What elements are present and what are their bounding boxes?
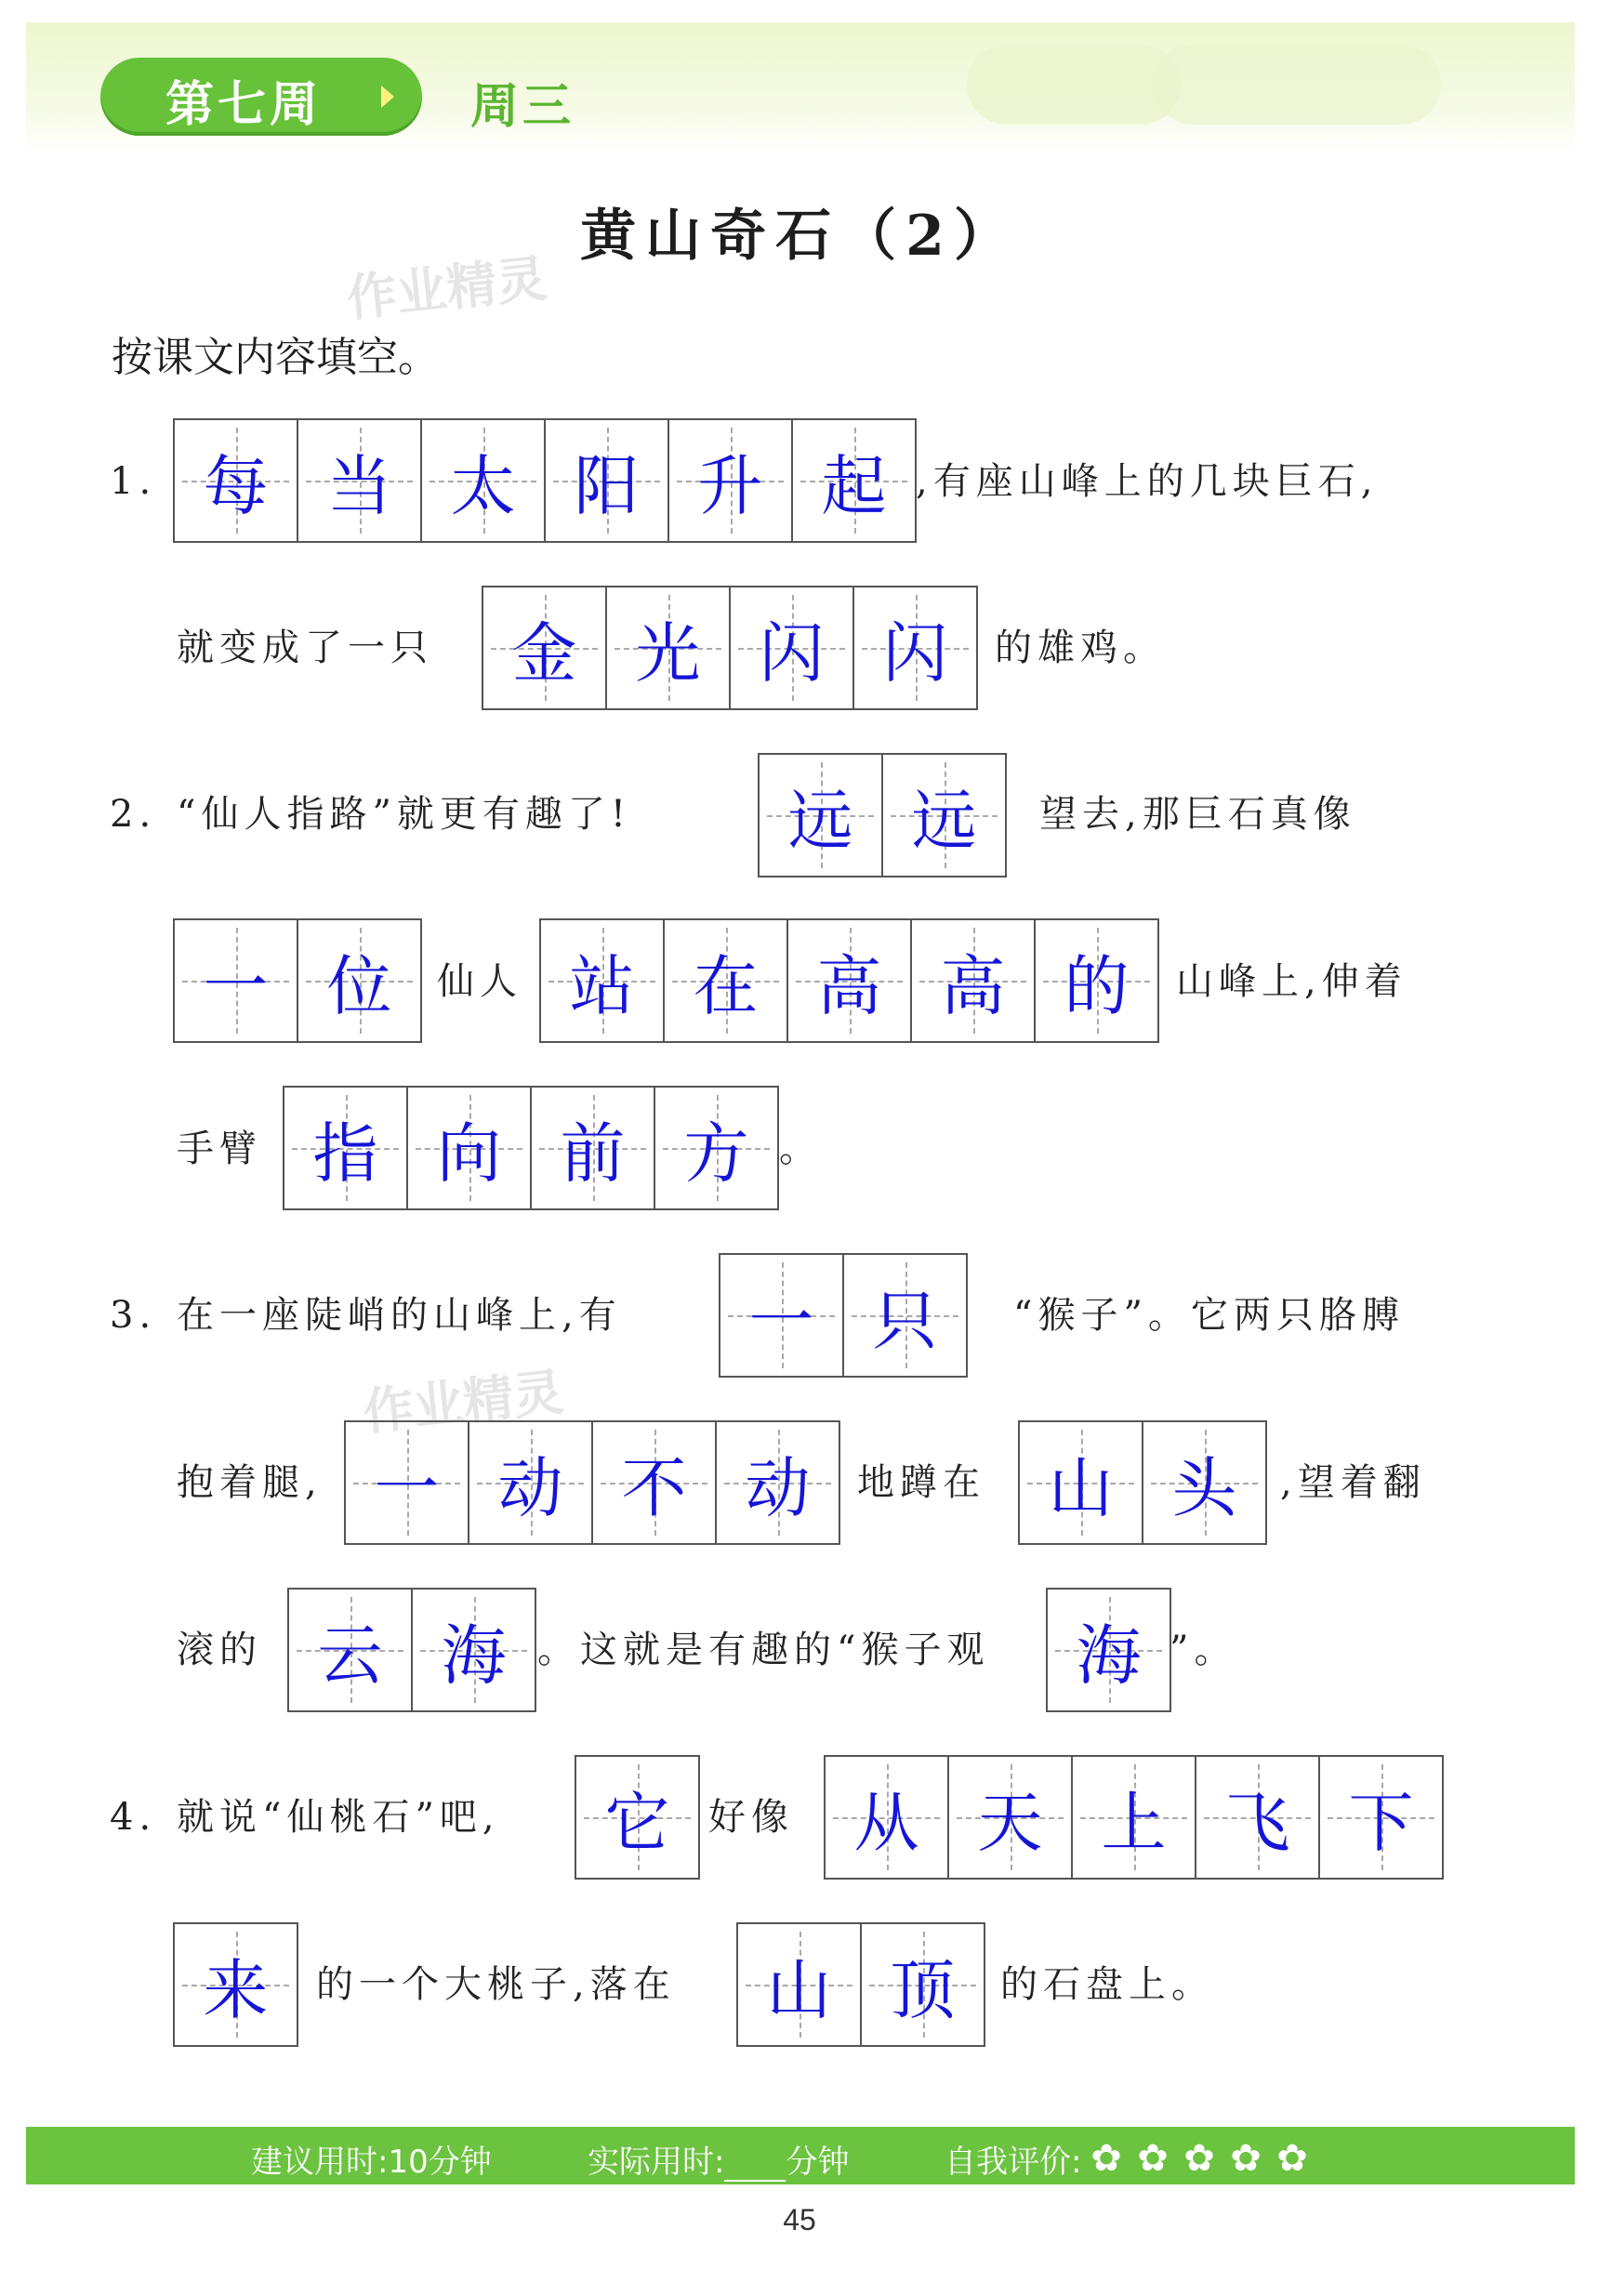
answer-cell (1071, 1757, 1195, 1878)
answer-cell (1142, 1422, 1265, 1543)
answer-char: 远 (787, 782, 853, 859)
answer-char: 海 (441, 1616, 507, 1694)
answer-cell (738, 1924, 860, 2045)
answer-cell (591, 1422, 715, 1543)
answer-cell (729, 587, 852, 708)
star-icon[interactable]: ✿ (1090, 2137, 1122, 2180)
answer-char: 升 (697, 447, 763, 524)
answer-cell (667, 420, 791, 541)
instruction-text: 按课文内容填空。 (112, 334, 439, 381)
answer-cell (468, 1422, 591, 1543)
answer-char: 站 (569, 947, 635, 1024)
answer-char: 当 (326, 447, 392, 524)
answer-cell (406, 1088, 530, 1208)
answer-char: 阳 (574, 447, 640, 524)
answer-char: 从 (853, 1784, 919, 1861)
week-label: 第七周 (165, 77, 323, 133)
answer-cell (1034, 920, 1157, 1041)
answer-cell (346, 1422, 468, 1543)
answer-cell (289, 1590, 411, 1710)
answer-cell (175, 420, 297, 541)
answer-grid (824, 1755, 1444, 1880)
star-icon[interactable]: ✿ (1137, 2137, 1169, 2180)
answer-char: 它 (604, 1784, 670, 1861)
answer-grid (1046, 1588, 1171, 1712)
answer-cell (483, 587, 605, 708)
question-text: 滚的 (177, 1629, 262, 1671)
answer-char: 在 (693, 947, 759, 1024)
question-text: 的雄鸡。 (995, 627, 1166, 669)
answer-cell (175, 1924, 297, 2045)
answer-char: 只 (872, 1282, 938, 1359)
answer-char: 指 (312, 1115, 378, 1192)
suggested-time: 建议用时:10分钟 (251, 2144, 492, 2181)
answer-cell (715, 1422, 839, 1543)
answer-cell (530, 1088, 654, 1208)
answer-char: 云 (317, 1616, 383, 1694)
answer-cell (654, 1088, 777, 1208)
question-text: ”。 (1170, 1629, 1237, 1671)
question-text: 好像 (708, 1796, 794, 1839)
answer-char: 起 (821, 447, 887, 524)
answer-char: 闪 (759, 614, 825, 692)
answer-char: 一 (203, 947, 269, 1024)
actual-time (588, 2136, 849, 2182)
actual-time-label: 实际用时: (588, 2144, 725, 2181)
answer-grid (719, 1253, 968, 1378)
page-number: 45 (783, 2203, 816, 2237)
answer-char: 山 (766, 1951, 832, 2028)
answer-char: 闪 (882, 614, 948, 692)
answer-char: 前 (560, 1115, 626, 1192)
question-text: “猴子”。它两只胳膊 (1013, 1294, 1405, 1337)
answer-char: 位 (326, 947, 392, 1024)
answer-cell (544, 420, 667, 541)
day-label: 周三 (470, 79, 575, 135)
answer-cell (852, 587, 976, 708)
question-text: ,望着翻 (1280, 1461, 1426, 1504)
answer-cell (297, 920, 420, 1041)
answer-cell (605, 587, 729, 708)
page-title: 黄山奇石（2） (580, 204, 1019, 269)
answer-char: 远 (911, 782, 977, 859)
question-text: 。 (779, 1128, 822, 1170)
answer-grid (575, 1755, 700, 1880)
answer-cell (541, 920, 663, 1041)
answer-char: 高 (816, 947, 882, 1024)
answer-grid (344, 1420, 840, 1545)
question-text: 就变成了一只 (177, 627, 433, 669)
answer-char: 天 (977, 1784, 1043, 1861)
question-text: 就说“仙桃石”吧, (177, 1796, 500, 1839)
answer-grid (736, 1922, 985, 2047)
answer-cell (1195, 1757, 1318, 1878)
answer-cell (910, 920, 1034, 1041)
watermark: 作业精灵 (343, 248, 550, 329)
answer-cell (1048, 1590, 1170, 1710)
question-text: 仙人 (437, 960, 522, 1003)
answer-char: 山 (1048, 1449, 1114, 1526)
answer-char: 头 (1171, 1449, 1237, 1526)
question-text: 地蹲在 (857, 1461, 985, 1504)
answer-char: 太 (450, 447, 516, 524)
star-icon[interactable]: ✿ (1230, 2137, 1262, 2180)
answer-cell (1318, 1757, 1442, 1878)
answer-char: 动 (745, 1449, 811, 1526)
answer-cell (297, 420, 420, 541)
self-evaluation-label: 自我评价: (945, 2144, 1082, 2181)
answer-char: 方 (683, 1115, 749, 1192)
question-text: 望去,那巨石真像 (1039, 793, 1356, 836)
answer-cell (860, 1924, 984, 2045)
question-text: 在一座陡峭的山峰上,有 (177, 1294, 622, 1337)
answer-cell (663, 920, 786, 1041)
answer-cell (284, 1088, 406, 1208)
star-icon[interactable]: ✿ (1276, 2137, 1308, 2180)
watermark: 作业精灵 (360, 1362, 567, 1443)
answer-cell (760, 755, 881, 876)
question-text: 的石盘上。 (1000, 1963, 1214, 2006)
answer-char: 每 (203, 447, 269, 524)
question-text: “仙人指路”就更有趣了! (177, 793, 631, 836)
answer-grid (758, 753, 1007, 877)
answer-cell (420, 420, 544, 541)
actual-time-blank[interactable] (724, 2150, 786, 2182)
answer-grid (1018, 1420, 1267, 1545)
answer-cell (175, 920, 297, 1041)
answer-cell (791, 420, 915, 541)
question-text: 的一个大桃子,落在 (316, 1963, 676, 2006)
answer-cell (411, 1590, 535, 1710)
answer-grid (283, 1086, 779, 1210)
answer-char: 来 (203, 1951, 269, 2028)
actual-time-unit: 分钟 (786, 2144, 850, 2181)
answer-char: 顶 (890, 1951, 956, 2028)
header-decoration (967, 45, 1181, 125)
answer-cell (947, 1757, 1071, 1878)
answer-char: 向 (436, 1115, 502, 1192)
answer-cell (842, 1255, 966, 1376)
self-evaluation-stars (1088, 2137, 1311, 2180)
question-number: 2. (110, 793, 157, 836)
arrow-right-icon (381, 86, 394, 108)
question-text: 山峰上,伸着 (1176, 960, 1407, 1003)
question-text: 抱着腿, (177, 1461, 323, 1504)
answer-cell (576, 1757, 698, 1878)
answer-grid (173, 418, 917, 543)
answer-char: 高 (940, 947, 1006, 1024)
answer-char: 的 (1064, 947, 1130, 1024)
answer-grid (287, 1588, 536, 1712)
answer-grid (482, 586, 978, 710)
answer-char: 飞 (1224, 1784, 1290, 1861)
answer-char: 上 (1101, 1784, 1167, 1861)
question-text: 。这就是有趣的“猴子观 (537, 1629, 990, 1671)
answer-grid (539, 918, 1159, 1043)
answer-grid (173, 1922, 298, 2047)
answer-char: 动 (497, 1449, 563, 1526)
answer-char: 金 (511, 614, 577, 692)
header-decoration (1153, 45, 1441, 125)
answer-cell (786, 920, 910, 1041)
question-number: 1. (110, 460, 157, 503)
answer-grid (173, 918, 422, 1043)
question-text: ,有座山峰上的几块巨石, (916, 460, 1379, 503)
answer-cell (826, 1757, 947, 1878)
answer-cell (1020, 1422, 1142, 1543)
answer-char: 不 (621, 1449, 687, 1526)
answer-cell (881, 755, 1005, 876)
answer-char: 一 (374, 1449, 440, 1526)
answer-char: 一 (748, 1282, 814, 1359)
question-number: 3. (110, 1294, 157, 1337)
question-text: 手臂 (177, 1128, 262, 1170)
star-icon[interactable]: ✿ (1183, 2137, 1215, 2180)
answer-char: 光 (635, 614, 701, 692)
answer-char: 海 (1076, 1616, 1142, 1694)
answer-char: 下 (1348, 1784, 1414, 1861)
question-number: 4. (110, 1796, 157, 1839)
answer-cell (720, 1255, 842, 1376)
